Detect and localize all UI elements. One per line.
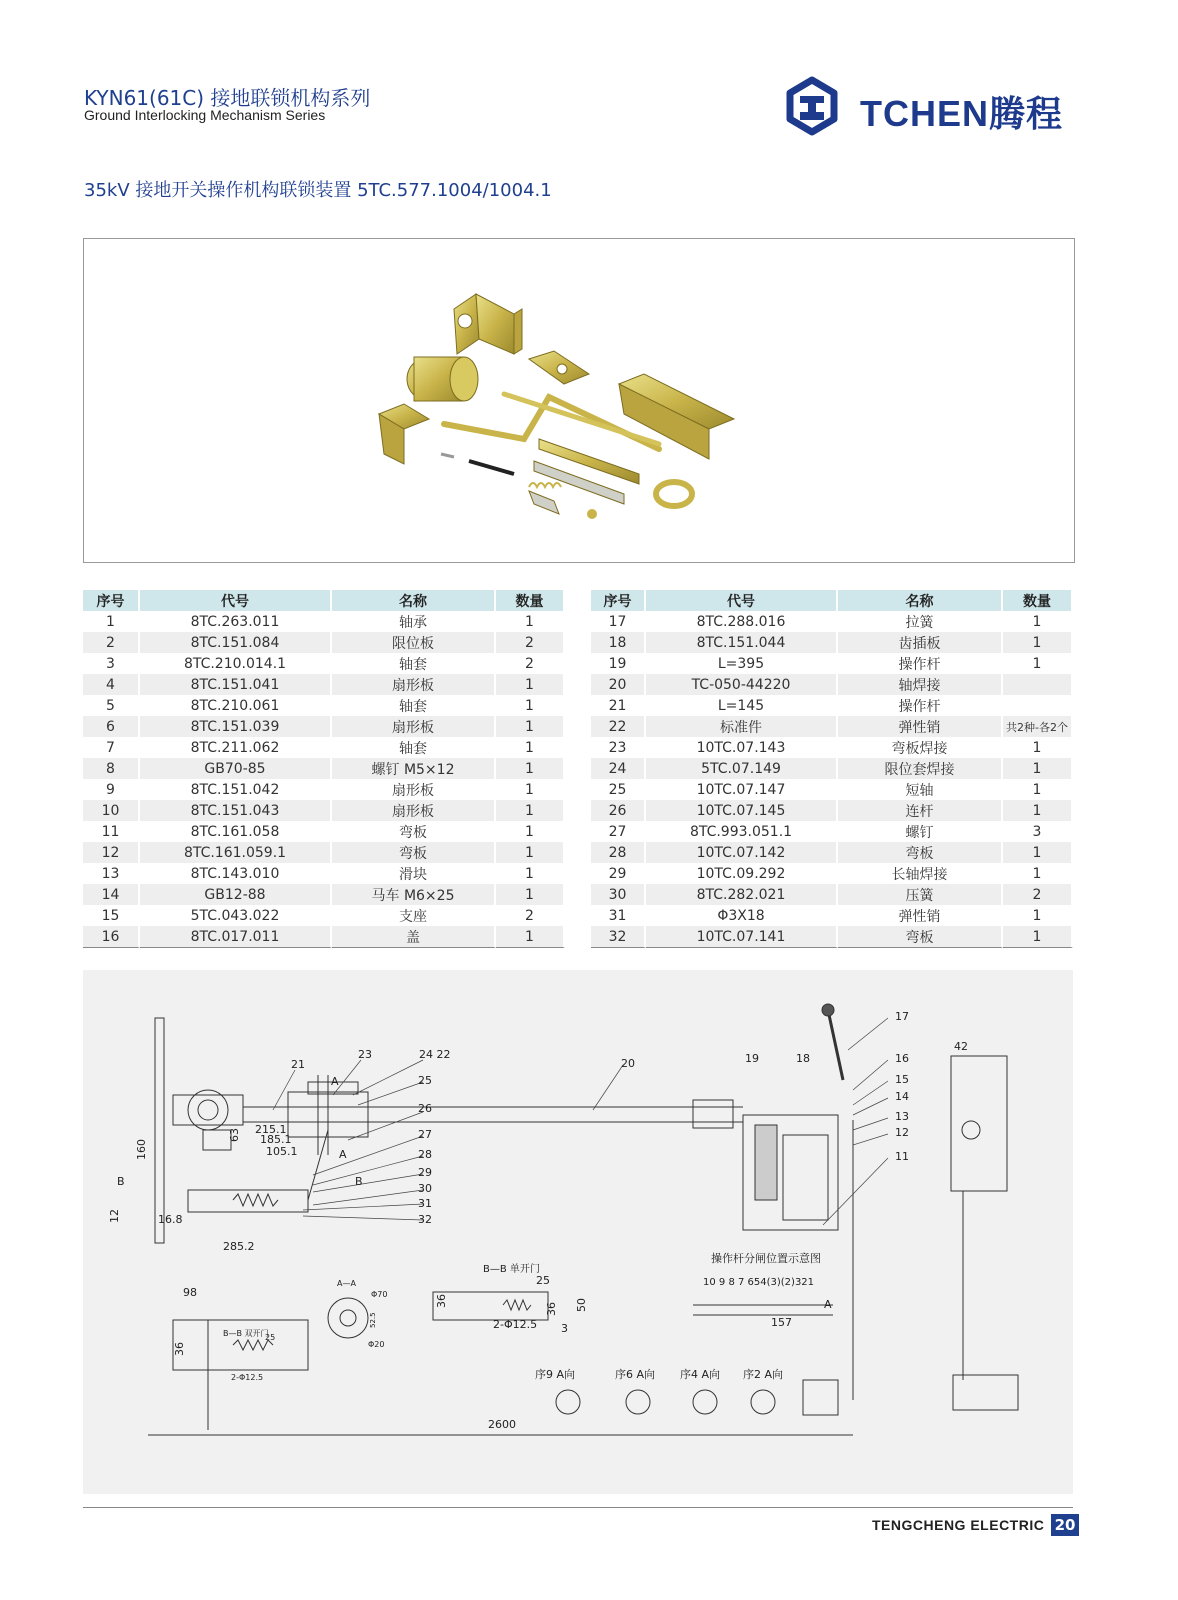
table-row [591,821,1073,842]
cell-name: 短轴 [838,779,1003,800]
cell-code: 5TC.043.022 [140,905,332,926]
cell-no: 16 [83,926,140,948]
dim-phi70: Φ70 [371,1290,388,1299]
cell-no: 13 [83,863,140,884]
dim-157: 157 [771,1316,792,1329]
table-row [83,632,565,653]
dim-2600: 2600 [488,1418,516,1431]
cell-name: 螺钉 [838,821,1003,842]
cell-code: GB70-85 [140,758,332,779]
ring-part [656,482,692,506]
cell-code: 8TC.143.010 [140,863,332,884]
door-plate [155,1018,164,1243]
label-a-top: A [331,1075,339,1088]
page-number: 20 [1051,1514,1079,1536]
cell-no: 4 [83,674,140,695]
col-header-qty: 数量 [496,590,565,611]
callout-11: 11 [895,1150,909,1163]
cell-code: 10TC.09.292 [646,863,838,884]
cell-code: 8TC.017.011 [140,926,332,948]
col-header-name: 名称 [838,590,1003,611]
cell-qty: 1 [1003,800,1073,821]
table-row [591,758,1073,779]
dim-phi20: Φ20 [368,1340,385,1349]
cell-no: 14 [83,884,140,905]
cell-code: GB12-88 [140,884,332,905]
cell-name: 扇形板 [332,800,496,821]
callout-16: 16 [895,1052,909,1065]
cell-name: 限位套焊接 [838,758,1003,779]
label-view4: 序4 A向 [680,1368,721,1381]
cell-qty: 1 [496,842,565,863]
dim-36-double: 36 [173,1342,186,1356]
label-aa: A—A [337,1279,356,1288]
table-row [83,800,565,821]
cell-name: 弯板 [838,926,1003,948]
cell-code: 8TC.161.058 [140,821,332,842]
table-row [591,905,1073,926]
cell-name: 弯板 [332,842,496,863]
cell-name: 齿插板 [838,632,1003,653]
callout-12: 12 [895,1126,909,1139]
col-header-no: 序号 [591,590,646,611]
view6-circle [626,1390,650,1414]
cell-qty: 1 [496,611,565,632]
cell-no: 25 [591,779,646,800]
cell-code: 10TC.07.143 [646,737,838,758]
callout-32: 32 [418,1213,432,1226]
table-row [591,863,1073,884]
label-bb-double: B—B 双开门 [223,1329,269,1338]
view9-circle [556,1390,580,1414]
cell-no: 6 [83,716,140,737]
callout-14: 14 [895,1090,909,1103]
cell-name: 马车 M6×25 [332,884,496,905]
dim-36-single-b: 36 [545,1302,558,1316]
callout-20: 20 [621,1057,635,1070]
callout-24-22: 24 22 [419,1048,451,1061]
cell-code: 标准件 [646,716,838,737]
table-row [591,737,1073,758]
cell-code: 8TC.282.021 [646,884,838,905]
cell-code: L=395 [646,653,838,674]
dim-185: 185.1 [260,1133,292,1146]
cell-code: 8TC.151.084 [140,632,332,653]
cell-name: 扇形板 [332,716,496,737]
col-header-code: 代号 [140,590,332,611]
cell-name: 螺钉 M5×12 [332,758,496,779]
dim-63: 63 [228,1128,241,1142]
aa-section-view [328,1298,368,1338]
spring-zigzag [233,1194,278,1206]
cell-no: 30 [591,884,646,905]
dim-25-double: 25 [265,1333,276,1342]
cell-qty: 1 [496,800,565,821]
cell-code: 8TC.211.062 [140,737,332,758]
cell-qty: 3 [1003,821,1073,842]
cell-qty: 1 [496,779,565,800]
cell-code: 10TC.07.141 [646,926,838,948]
callout-17: 17 [895,1010,909,1023]
table-row [591,632,1073,653]
brand-name: TCHEN腾程 [860,93,1063,134]
callout-15: 15 [895,1073,909,1086]
table-row [83,737,565,758]
label-a-bottom: A [339,1148,347,1161]
cell-qty: 1 [496,737,565,758]
cell-no: 8 [83,758,140,779]
bearing-inner [198,1100,218,1120]
angle-bracket-part [619,374,734,459]
table-row [591,674,1073,695]
cell-code: 8TC.210.014.1 [140,653,332,674]
table-row [591,695,1073,716]
table-row [83,821,565,842]
cell-no: 15 [83,905,140,926]
table-header-row [83,590,565,611]
small-bracket-part [379,404,429,464]
callout-23: 23 [358,1048,372,1061]
table-row [83,863,565,884]
table-row [83,842,565,863]
footer-brand: TENGCHENG ELECTRIC [872,1517,1045,1533]
cell-code: 10TC.07.147 [646,779,838,800]
product-photo [83,238,1075,563]
dim-285: 285.2 [223,1240,255,1253]
cell-qty: 1 [496,695,565,716]
cell-no: 31 [591,905,646,926]
callout-21: 21 [291,1058,305,1071]
cell-name: 轴套 [332,653,496,674]
cell-qty: 2 [496,905,565,926]
cell-name: 操作杆 [838,653,1003,674]
spring-part [469,461,514,474]
cell-no: 23 [591,737,646,758]
dim-160: 160 [135,1139,148,1160]
cell-name: 拉簧 [838,611,1003,632]
cell-no: 29 [591,863,646,884]
table-row [591,611,1073,632]
label-view6: 序6 A向 [615,1368,656,1381]
cell-name: 弯板 [838,842,1003,863]
dim-105: 105.1 [266,1145,298,1158]
cell-no: 9 [83,779,140,800]
callout-26: 26 [418,1102,432,1115]
cell-qty: 1 [496,716,565,737]
cell-code: 8TC.263.011 [140,611,332,632]
cell-name: 限位板 [332,632,496,653]
pin-part [441,454,454,457]
cell-qty: 1 [1003,779,1073,800]
view2-block [803,1380,838,1415]
cell-code: TC-050-44220 [646,674,838,695]
cell-qty [1003,695,1073,716]
cell-no: 19 [591,653,646,674]
cell-no: 26 [591,800,646,821]
dim-2phi-double: 2-Φ12.5 [231,1373,264,1382]
cell-code: L=145 [646,695,838,716]
cell-code: 8TC.210.061 [140,695,332,716]
callout-13: 13 [895,1110,909,1123]
cell-name: 长轴焊接 [838,863,1003,884]
dim-42: 42 [954,1040,968,1053]
view2-circle [751,1390,775,1414]
section-title: 35kV 接地开关操作机构联锁装置 5TC.577.1004/1004.1 [84,180,552,201]
cell-name: 轴焊接 [838,674,1003,695]
shaft-end [693,1100,733,1128]
label-lever-numbers: 10 9 8 7 654(3)(2)321 [703,1277,815,1288]
table-row [591,653,1073,674]
cell-no: 21 [591,695,646,716]
cell-name: 盖 [332,926,496,948]
cell-qty [1003,674,1073,695]
cell-name: 扇形板 [332,779,496,800]
product-parts-illustration [84,239,1074,562]
col-header-no: 序号 [83,590,140,611]
cell-qty: 共2种-各2个 [1003,716,1073,737]
table-row [591,842,1073,863]
cell-no: 11 [83,821,140,842]
table-row [83,716,565,737]
cell-qty: 1 [1003,653,1073,674]
series-subtitle: Ground Interlocking Mechanism Series [84,107,326,123]
label-a-lever: A [824,1298,832,1311]
table-row [591,884,1073,905]
bracket-part [454,294,522,354]
callout-27: 27 [418,1128,432,1141]
cell-name: 轴承 [332,611,496,632]
label-view2: 序2 A向 [743,1368,784,1381]
col-header-code: 代号 [646,590,838,611]
cell-no: 17 [591,611,646,632]
callout-31: 31 [418,1197,432,1210]
plate-part [529,351,589,384]
logo-mark-icon [780,74,844,138]
cell-name: 操作杆 [838,695,1003,716]
dim-50: 50 [575,1298,588,1312]
cell-code: 8TC.151.041 [140,674,332,695]
side-view [951,1056,1007,1191]
table-row [83,779,565,800]
cell-no: 20 [591,674,646,695]
view4-circle [693,1390,717,1414]
dim-36-single: 36 [435,1294,448,1308]
compression-spring-part [529,483,561,487]
sleeve-part [407,357,478,401]
cell-name: 滑块 [332,863,496,884]
table-header-row [591,590,1073,611]
cell-no: 3 [83,653,140,674]
cell-code: 10TC.07.142 [646,842,838,863]
cell-qty: 2 [1003,884,1073,905]
table-row [83,884,565,905]
cell-name: 支座 [332,905,496,926]
cell-qty: 2 [496,632,565,653]
operating-lever [828,1010,843,1080]
table-row [83,758,565,779]
label-b-left: B [117,1175,125,1188]
cell-no: 2 [83,632,140,653]
cell-qty: 1 [1003,632,1073,653]
cell-qty: 1 [496,926,565,948]
cell-name: 弹性销 [838,716,1003,737]
table-row [83,611,565,632]
callout-29: 29 [418,1166,432,1179]
parts-table-right [591,590,1073,948]
label-view9: 序9 A向 [535,1368,576,1381]
cell-qty: 1 [1003,842,1073,863]
table-row [83,674,565,695]
parts-table-right-body [591,611,1073,948]
col-header-qty: 数量 [1003,590,1073,611]
cell-no: 18 [591,632,646,653]
cell-name: 扇形板 [332,674,496,695]
technical-drawing [83,970,1073,1494]
cell-qty: 1 [496,674,565,695]
cell-code: 8TC.151.044 [646,632,838,653]
cell-code: 10TC.07.145 [646,800,838,821]
footer-divider [83,1507,1073,1508]
bar-parts [529,439,639,514]
cell-qty: 1 [1003,863,1073,884]
cell-qty: 1 [1003,905,1073,926]
dim-25-single: 25 [536,1274,550,1287]
dim-3: 3 [561,1322,568,1335]
table-row [83,653,565,674]
cell-no: 12 [83,842,140,863]
cell-code: 8TC.151.043 [140,800,332,821]
nut-part [587,509,597,519]
cell-no: 32 [591,926,646,948]
series-title: KYN61(61C) 接地联锁机构系列 [84,86,371,110]
cell-no: 28 [591,842,646,863]
cell-name: 弯板 [332,821,496,842]
table-row [591,716,1073,737]
cell-no: 10 [83,800,140,821]
cell-code: 8TC.993.051.1 [646,821,838,842]
table-row [83,695,565,716]
cell-qty: 1 [1003,926,1073,948]
callout-25: 25 [418,1074,432,1087]
brand-logo [780,74,1080,138]
cell-code: 8TC.151.039 [140,716,332,737]
cell-qty: 1 [496,758,565,779]
cell-qty: 1 [1003,758,1073,779]
cell-code: 8TC.161.059.1 [140,842,332,863]
dim-16: 16.8 [158,1213,183,1226]
dim-215: 215.1 [255,1123,287,1136]
cell-qty: 1 [496,821,565,842]
cell-code: Φ3X18 [646,905,838,926]
cell-name: 轴套 [332,695,496,716]
cell-code: 8TC.151.042 [140,779,332,800]
cell-code: 8TC.288.016 [646,611,838,632]
cell-code: 5TC.07.149 [646,758,838,779]
label-lever-caption: 操作杆分闸位置示意图 [711,1252,821,1265]
callout-18: 18 [796,1052,810,1065]
table-row [591,800,1073,821]
table-row [591,779,1073,800]
table-row [83,905,565,926]
cell-qty: 1 [1003,737,1073,758]
cell-name: 连杆 [838,800,1003,821]
table-row [83,926,565,948]
callout-19: 19 [745,1052,759,1065]
dim-2phi-single: 2-Φ12.5 [493,1318,538,1331]
cell-name: 压簧 [838,884,1003,905]
cell-no: 1 [83,611,140,632]
label-b-right: B [355,1175,363,1188]
label-bb-single: B—B 单开门 [483,1264,540,1275]
callout-30: 30 [418,1182,432,1195]
cell-name: 轴套 [332,737,496,758]
dim-52-5: 52.5 [369,1312,377,1328]
cell-no: 5 [83,695,140,716]
cell-name: 弯板焊接 [838,737,1003,758]
cell-no: 22 [591,716,646,737]
bearing-outer [188,1090,228,1130]
cell-no: 27 [591,821,646,842]
cell-name: 弹性销 [838,905,1003,926]
table-row [591,926,1073,948]
cell-qty: 2 [496,653,565,674]
cell-qty: 1 [496,884,565,905]
col-header-name: 名称 [332,590,496,611]
cell-no: 7 [83,737,140,758]
cell-no: 24 [591,758,646,779]
parts-table-left-body [83,611,565,948]
dim-98: 98 [183,1286,197,1299]
dim-12: 12 [108,1209,121,1223]
cell-qty: 1 [1003,611,1073,632]
parts-table-left [83,590,565,948]
cell-qty: 1 [496,863,565,884]
callout-28: 28 [418,1148,432,1161]
